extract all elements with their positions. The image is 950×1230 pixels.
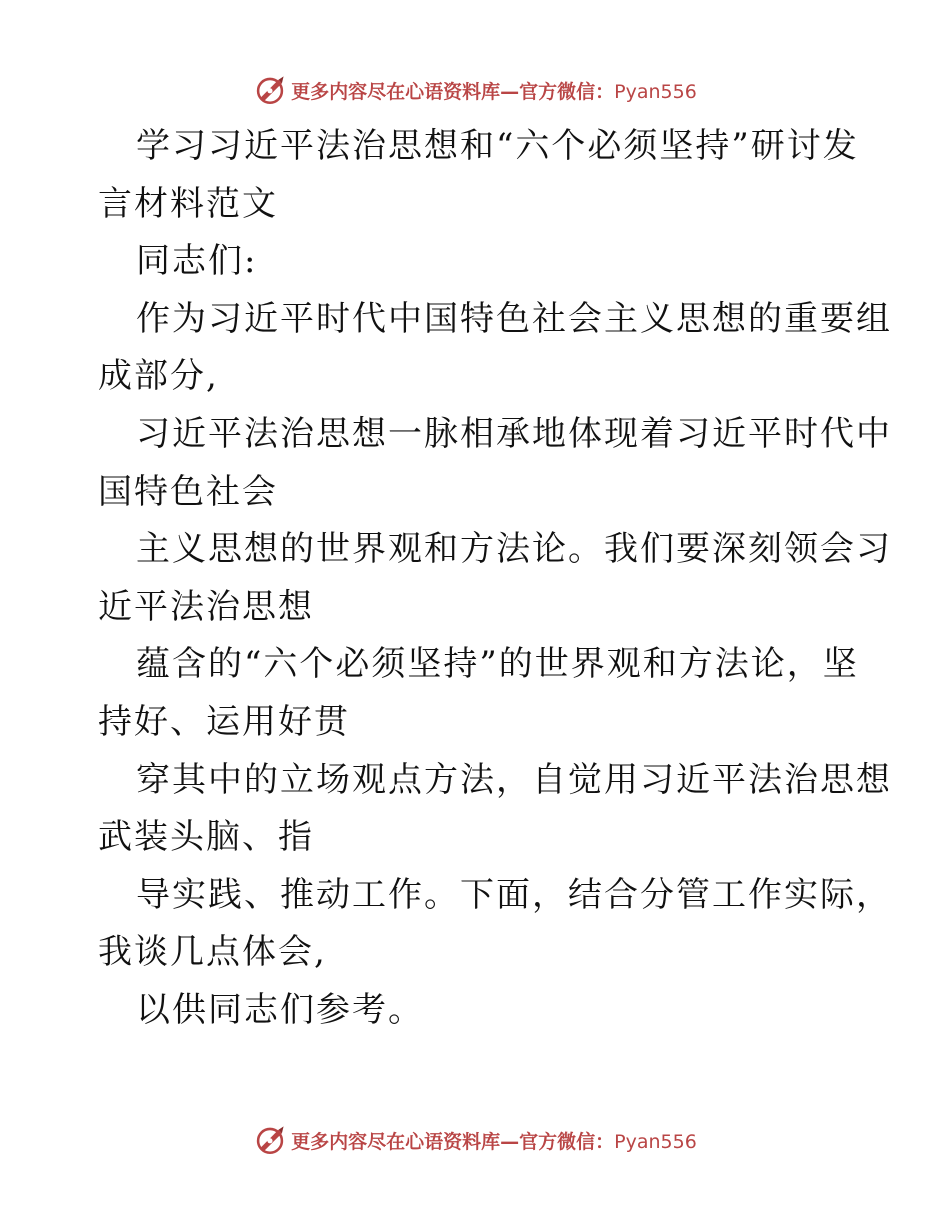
salutation: 同志们: <box>136 241 258 282</box>
paragraph-line: 持好、运用好贯 <box>98 701 350 742</box>
banner-wechat-id: Pyan556 <box>614 80 697 103</box>
header-banner <box>0 70 950 110</box>
title-line-2: 言材料范文 <box>98 183 278 224</box>
banner-text: 更多内容尽在心语资料库—官方微信： <box>291 1130 615 1153</box>
pen-nib-circle-logo-icon <box>253 1123 287 1157</box>
paragraph-line: 习近平法治思想一脉相承地体现着习近平时代中 <box>136 413 892 454</box>
paragraph-line: 作为习近平时代中国特色社会主义思想的重要组 <box>136 298 892 339</box>
paragraph-line: 近平法治思想 <box>98 586 314 627</box>
pen-nib-circle-logo-icon <box>253 73 287 107</box>
paragraph-line: 成部分, <box>98 356 219 397</box>
paragraph-line: 以供同志们参考。 <box>136 989 424 1030</box>
banner-text: 更多内容尽在心语资料库—官方微信： <box>291 80 615 103</box>
banner-wechat-id: Pyan556 <box>614 1130 697 1153</box>
paragraph-line: 国特色社会 <box>98 471 278 512</box>
paragraph-line: 武装头脑、指 <box>98 817 314 858</box>
paragraph-line: 导实践、推动工作。下面，结合分管工作实际， <box>136 874 892 915</box>
paragraph-line: 穿其中的立场观点方法，自觉用习近平法治思想 <box>136 759 892 800</box>
paragraph-line: 我谈几点体会, <box>98 932 327 973</box>
footer-banner <box>0 1120 950 1160</box>
title-line-1: 学习习近平法治思想和“六个必须坚持”研讨发 <box>136 126 859 166</box>
paragraph-line: 蕴含的“六个必须坚持”的世界观和方法论，坚 <box>136 644 859 685</box>
document-body <box>98 118 892 1040</box>
paragraph-line: 主义思想的世界观和方法论。我们要深刻领会习 <box>136 529 892 570</box>
